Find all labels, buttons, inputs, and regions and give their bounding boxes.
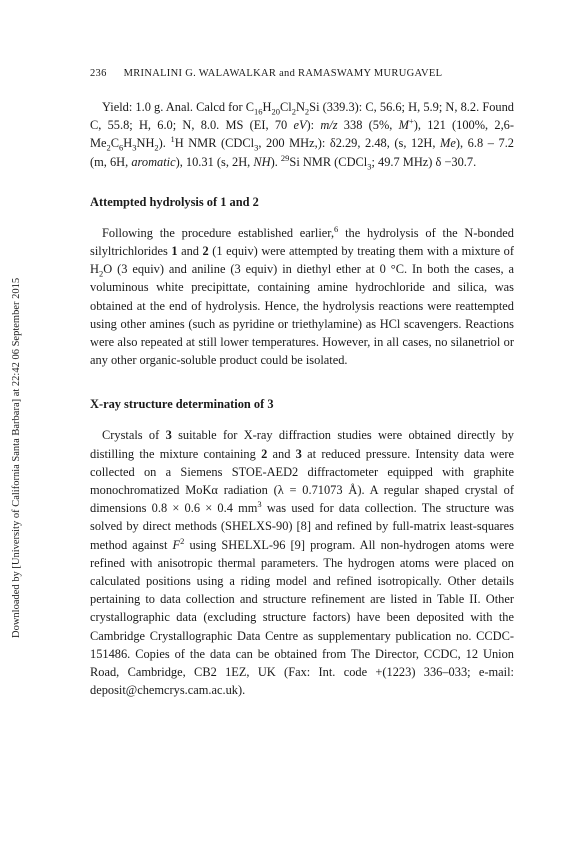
hydrolysis-paragraph: Following the procedure established earlier,$^6$ the hydrolysis of the N-bonded silyltrichlorides 1 and 2 (1 equiv) were attempted by treating them with a mixture of $H_2O$ (3 equiv) and aniline (3 equiv) in diethyl ether at 0 °C. In both the cases, a voluminous white precipittate, containing amine hydrochloride and silica, was obtained at the end of hydrolysis. Hence, the hydrolysis reactions were reattempted using other amines (such as pyridine or triethylamine) as HCl scavengers. Reactions were also repeated at still lower temperatures. However, in all cases, no silanetriol or any other organic-soluble product could be isolated. — [90, 223, 514, 368]
yield-paragraph: Yield: 1.0 g. Anal. Calcd for $C_{16}H_{20}Cl_2N_2Si$ (339.3): C, 56.6; H, 5.9; N, 8.2. Found C, 55.8; H, 6.0; N, 8.0. MS (EI, 70 eV): m/z 338 (5%, M+), 121 (100%, $2,6-Me_2C_6H_3NH_2$). $^1$H NMR (CDCl$_3$, 200 MHz,): δ2.29, 2.48, (s, 12H, Me), 6.8 – 7.2 (m, 6H, aromatic), 10.31 (s, 2H, NH). $^{29}$Si NMR (CDCl$_3$; 49.7 MHz) δ −30.7. — [90, 100, 514, 172]
running-head-authors: MRINALINI G. WALAWALKAR and RAMASWAMY MURUGAVEL — [123, 68, 443, 79]
page-body — [90, 98, 514, 699]
side-margin — [0, 0, 30, 864]
download-notice: Downloaded by [University of California Santa Barbara] at 22:42 06 September 2015 — [11, 277, 22, 638]
xray-paragraph: Crystals of 3 suitable for X-ray diffraction studies were obtained directly by distilling the mixture containing 2 and 3 at reduced pressure. Intensity data were collected on a Siemens STOE-AED2 diffractometer equipped with graphite monochromatized MoKα radiation (λ = 0.71073 Å). A regular shaped crystal of dimensions 0.8 × 0.6 × 0.4 $mm^3$ was used for data collection. The structure was solved by direct methods (SHELXS-90) [8] and refined by full-matrix least-squares method against $F^2$ using SHELXL-96 [9] program. All non-hydrogen atoms were refined with anisotropic thermal parameters. The hydrogen atoms were placed on calculated positions using a riding model and refined isotropically. Other details pertaining to data collection and structure refinement are listed in Table II. Other crystallographic data (excluding structure factors) have been deposited with the Cambridge Crystallographic Data Centre as supplementary publication no. CCDC-151486. Copies of the data can be obtained from The Director, CCDC, 12 Union Road, Cambridge, CB2 1EZ, UK (Fax: Int. code +(1223) 336–033; e-mail: deposit@chemcrys.cam.ac.uk). — [90, 428, 514, 698]
section-heading-hydrolysis: Attempted hydrolysis of 1 and 2 — [90, 194, 259, 209]
section-heading-xray: X-ray structure determination of 3 — [90, 397, 274, 412]
page-number: 236 — [90, 68, 107, 79]
running-header — [90, 68, 510, 79]
